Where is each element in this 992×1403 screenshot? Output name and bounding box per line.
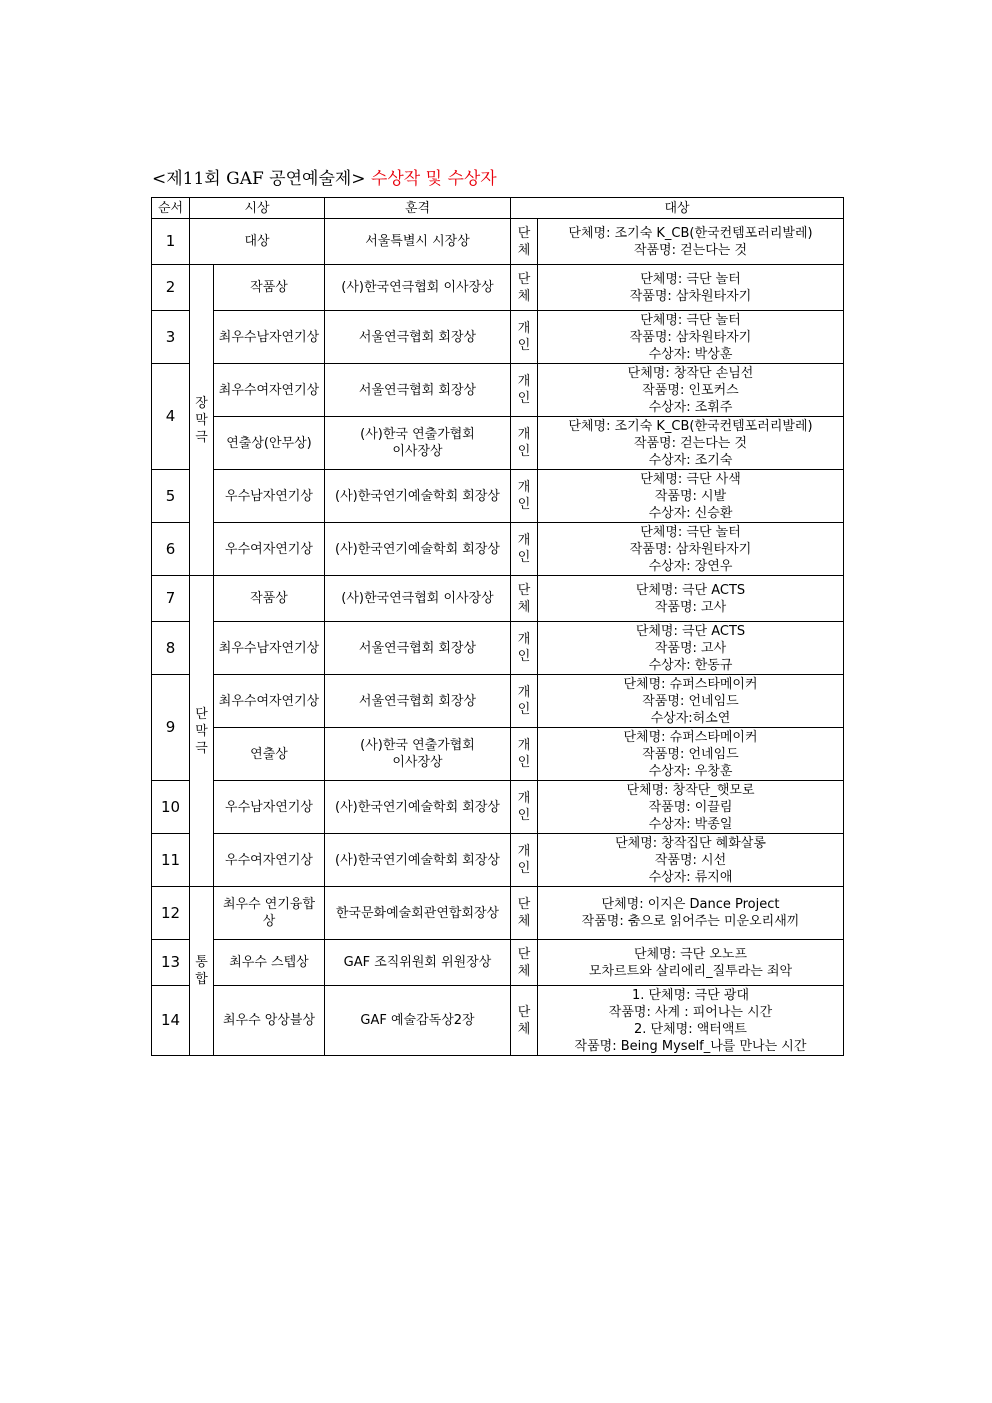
recipient-detail: [538, 311, 844, 364]
row-number: 4: [152, 364, 190, 470]
honor-name: 서울연극협회 회장상: [325, 675, 511, 728]
row-number: 2: [152, 265, 190, 311]
award-name: 최우수 스텝상: [214, 940, 325, 986]
detail-line: 수상자: 우창훈: [648, 763, 733, 779]
detail-line: 수상자: 류지애: [648, 869, 733, 885]
recipient-type: 단 체: [511, 265, 538, 311]
row-number: 13: [152, 940, 190, 986]
table-row: [152, 781, 844, 834]
header-order: 순서: [152, 198, 190, 219]
detail-line: 1. 단체명: 극단 광대: [631, 987, 750, 1003]
detail-line: 단체명: 극단 놀터: [640, 524, 741, 540]
table-row: [152, 986, 844, 1056]
detail-line: 작품명: 걷는다는 것: [633, 435, 748, 451]
detail-line: 단체명: 극단 놀터: [640, 312, 741, 328]
table-row: [152, 470, 844, 523]
award-name: 우수남자연기상: [214, 470, 325, 523]
table-row: [152, 940, 844, 986]
table-row: [152, 311, 844, 364]
detail-line: 단체명: 창작집단 혜화살롱: [615, 835, 766, 851]
honor-name: (사)한국연기예술학회 회장상: [325, 781, 511, 834]
recipient-detail: [538, 219, 844, 265]
table-body: [152, 219, 844, 1056]
recipient-type: 단 체: [511, 887, 538, 940]
detail-line: 작품명: 인포커스: [642, 382, 739, 398]
recipient-detail: [538, 728, 844, 781]
detail-line: 작품명: 시발: [654, 488, 727, 504]
row-number: 8: [152, 622, 190, 675]
recipient-type: 개 인: [511, 622, 538, 675]
award-name: 최우수 연기융합상: [214, 887, 325, 940]
table-row: [152, 417, 844, 470]
recipient-detail: [538, 940, 844, 986]
recipient-detail: [538, 781, 844, 834]
detail-line: 단체명: 극단 ACTS: [635, 623, 746, 639]
honor-name: (사)한국연기예술학회 회장상: [325, 470, 511, 523]
detail-line: 수상자: 박종일: [648, 816, 733, 832]
row-number: 3: [152, 311, 190, 364]
recipient-detail: [538, 834, 844, 887]
header-award: 시상: [190, 198, 325, 219]
honor-name: 서울연극협회 회장상: [325, 622, 511, 675]
category-long: 장 막 극: [190, 265, 214, 576]
recipient-type: 개 인: [511, 417, 538, 470]
honor-name: GAF 조직위원회 위원장상: [325, 940, 511, 986]
detail-line: 단체명: 창작단_햇모로: [626, 782, 755, 798]
recipient-type: 개 인: [511, 834, 538, 887]
award-name: 최우수 앙상블상: [214, 986, 325, 1056]
recipient-type: 개 인: [511, 781, 538, 834]
table-row: [152, 834, 844, 887]
detail-line: 단체명: 극단 사색: [640, 471, 741, 487]
detail-line: 단체명: 조기숙 K_CB(한국컨템포러리발레): [568, 225, 813, 241]
recipient-detail: [538, 887, 844, 940]
recipient-type: 개 인: [511, 523, 538, 576]
row-number: 11: [152, 834, 190, 887]
detail-line: 단체명: 슈퍼스타메이커: [623, 729, 758, 745]
honor-name: (사)한국연극협회 이사장상: [325, 265, 511, 311]
recipient-detail: [538, 364, 844, 417]
detail-line: 단체명: 극단 놀터: [640, 271, 741, 287]
recipient-type: 단 체: [511, 940, 538, 986]
recipient-type: 단 체: [511, 576, 538, 622]
detail-line: 단체명: 창작단 손님선: [627, 365, 754, 381]
detail-line: 수상자: 박상훈: [648, 346, 733, 362]
detail-line: 수상자:허소연: [650, 710, 731, 726]
header-row: [152, 198, 844, 219]
award-name: 연출상: [214, 728, 325, 781]
header-target: 대상: [511, 198, 844, 219]
honor-name: GAF 예술감독상2장: [325, 986, 511, 1056]
table-row: [152, 219, 844, 265]
detail-line: 작품명: 사계 : 피어나는 시간: [608, 1004, 773, 1020]
document-title: [152, 164, 497, 189]
title-highlight: 수상작 및 수상자: [370, 169, 497, 189]
row-number: 9: [152, 675, 190, 781]
table-row: [152, 265, 844, 311]
honor-name: 서울연극협회 회장상: [325, 364, 511, 417]
table-row: [152, 622, 844, 675]
detail-line: 단체명: 이지은 Dance Project: [601, 897, 780, 912]
detail-line: 단체명: 극단 오노프: [633, 946, 748, 962]
detail-line: 작품명: 삼차원타자기: [629, 288, 752, 304]
detail-line: 작품명: 언네임드: [642, 693, 739, 709]
award-name: 대상: [190, 219, 325, 265]
detail-line: 작품명: 시선: [654, 852, 727, 868]
honor-name: 서울특별시 시장상: [325, 219, 511, 265]
award-name: 우수여자연기상: [214, 523, 325, 576]
recipient-type: 개 인: [511, 675, 538, 728]
table-row: [152, 675, 844, 728]
detail-line: 수상자: 조휘주: [648, 399, 733, 415]
recipient-type: 개 인: [511, 728, 538, 781]
detail-line: 작품명: 삼차원타자기: [629, 541, 752, 557]
award-name: 최우수남자연기상: [214, 311, 325, 364]
detail-line: 수상자: 조기숙: [648, 452, 733, 468]
detail-line: 작품명: 삼차원타자기: [629, 329, 752, 345]
detail-line: 모차르트와 살리에리_질투라는 죄악: [588, 963, 793, 979]
honor-name: (사)한국 연출가협회 이사장상: [325, 417, 511, 470]
category-short: 단 막 극: [190, 576, 214, 887]
recipient-detail: [538, 470, 844, 523]
row-number: 6: [152, 523, 190, 576]
detail-line: 수상자: 한동규: [648, 657, 733, 673]
honor-name: (사)한국 연출가협회 이사장상: [325, 728, 511, 781]
row-number: 12: [152, 887, 190, 940]
honor-name: (사)한국연기예술학회 회장상: [325, 834, 511, 887]
row-number: 7: [152, 576, 190, 622]
honor-name: 서울연극협회 회장상: [325, 311, 511, 364]
detail-line: 수상자: 장연우: [648, 558, 733, 574]
recipient-type: 개 인: [511, 470, 538, 523]
title-prefix: <제11회 GAF 공연예술제>: [152, 169, 366, 189]
recipient-detail: [538, 265, 844, 311]
table-row: [152, 576, 844, 622]
honor-name: (사)한국연기예술학회 회장상: [325, 523, 511, 576]
header-honor: 훈격: [325, 198, 511, 219]
recipient-detail: [538, 986, 844, 1056]
recipient-detail: [538, 675, 844, 728]
row-number: 10: [152, 781, 190, 834]
award-name: 우수여자연기상: [214, 834, 325, 887]
row-number: 5: [152, 470, 190, 523]
recipient-type: 단 체: [511, 219, 538, 265]
detail-line: 단체명: 조기숙 K_CB(한국컨템포러리발레): [568, 418, 813, 434]
detail-line: 수상자: 신승환: [648, 505, 733, 521]
row-number: 1: [152, 219, 190, 265]
table-row: [152, 728, 844, 781]
table-row: [152, 887, 844, 940]
recipient-detail: [538, 523, 844, 576]
detail-line: 작품명: 걷는다는 것: [633, 242, 748, 258]
detail-line: 2. 단체명: 액터액트: [634, 1021, 747, 1037]
detail-line: 작품명: 고사: [654, 640, 727, 656]
detail-line: 작품명: 이끌림: [648, 799, 733, 815]
detail-line: 작품명: 언네임드: [642, 746, 739, 762]
award-name: 작품상: [214, 265, 325, 311]
honor-name: (사)한국연극협회 이사장상: [325, 576, 511, 622]
award-name: 연출상(안무상): [214, 417, 325, 470]
award-name: 최우수여자연기상: [214, 364, 325, 417]
recipient-type: 개 인: [511, 364, 538, 417]
recipient-detail: [538, 576, 844, 622]
award-name: 최우수여자연기상: [214, 675, 325, 728]
table-row: [152, 523, 844, 576]
detail-line: 단체명: 슈퍼스타메이커: [623, 676, 758, 692]
honor-name: 한국문화예술회관연합회장상: [325, 887, 511, 940]
recipient-detail: [538, 417, 844, 470]
award-name: 최우수남자연기상: [214, 622, 325, 675]
recipient-detail: [538, 622, 844, 675]
category-integrated: 통 합: [190, 887, 214, 1056]
recipient-type: 단 체: [511, 986, 538, 1056]
detail-line: 작품명: Being Myself_나를 만나는 시간: [574, 1038, 807, 1054]
award-name: 작품상: [214, 576, 325, 622]
detail-line: 작품명: 춤으로 읽어주는 미운오리새끼: [581, 914, 800, 929]
award-name: 우수남자연기상: [214, 781, 325, 834]
recipient-type: 개 인: [511, 311, 538, 364]
row-number: 14: [152, 986, 190, 1056]
detail-line: 작품명: 고사: [654, 599, 727, 615]
awards-table: [151, 197, 844, 1056]
table-row: [152, 364, 844, 417]
detail-line: 단체명: 극단 ACTS: [635, 582, 746, 598]
